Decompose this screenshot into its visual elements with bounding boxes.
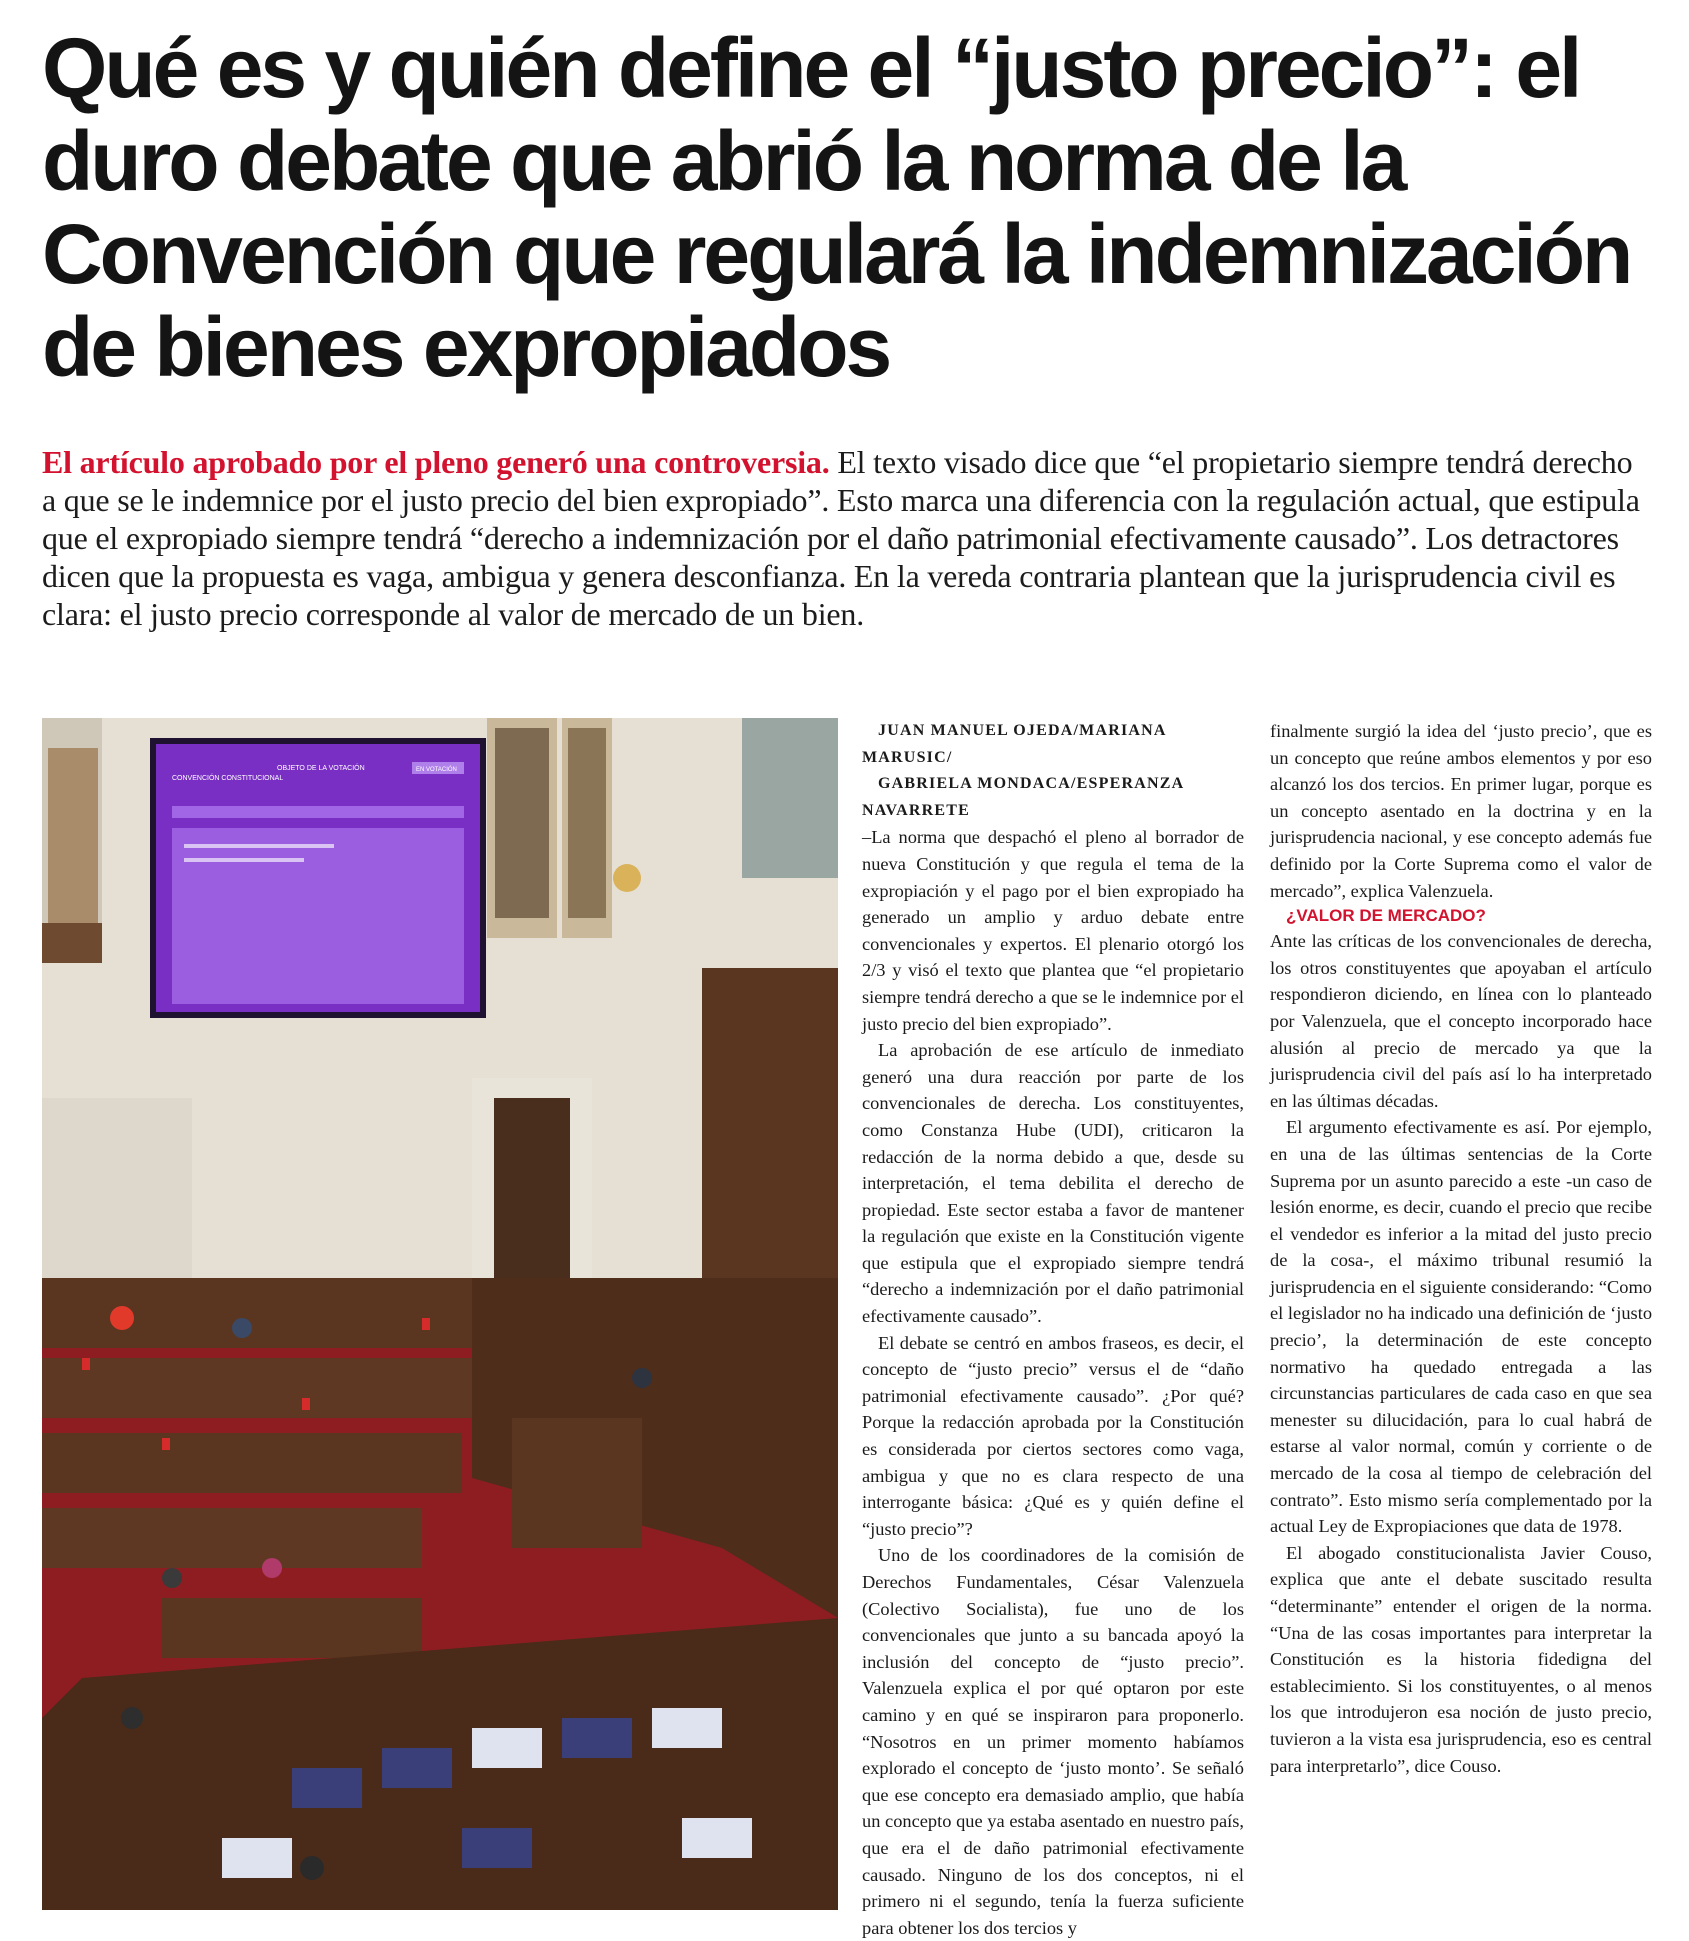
lead-text: El texto visado dice que “el propietario siempre tendrá derecho a que se le indemnice por el justo precio del bien expropiado”. Esto marca una diferencia con la regulación actual, que estipula que el expropiado siempre tendrá “derecho a indemnización por el daño patrimonial efectivamente causado”. Los detractores dicen que la propuesta es vaga, ambigua y genera desconfianza. En la vereda contraria plantean que la jurisprudencia civil es clara: el justo precio corresponde al valor de mercado de un bien. xyxy=(42,444,1640,632)
body-paragraph: Ante las críticas de los convencionales de derecha, los otros constituyentes que apoyaban el artículo respondieron diciendo, en línea con lo planteado por Valenzuela, que el concepto incorporado hace alusión al precio de mercado ya que la jurisprudencia civil del país así lo ha interpretado en las últimas décadas. xyxy=(1270,931,1652,1111)
body-paragraph: –La norma que despachó el pleno al borrador de nueva Constitución y que regula el tema de la expropiación y el pago por el bien expropiado ha generado un amplio y arduo debate entre convencionales y expertos. El plenario otorgó los 2/3 y visó el texto que plantea que “el propietario siempre tendrá derecho a que se le indemnice por el justo precio del bien expropiado”. xyxy=(862,827,1244,1034)
person xyxy=(121,1707,143,1729)
headline: Qué es y quién define el “justo precio”: el duro debate que abrió la norma de la Convención que regulará la indemnización de bienes expropiados xyxy=(42,21,1631,394)
chile-flag xyxy=(422,1318,430,1330)
lead-kicker: El artículo aprobado por el pleno generó una controversia. xyxy=(42,444,830,480)
desk-row-2 xyxy=(42,1358,512,1418)
screen-title-bar xyxy=(172,806,464,818)
screen-content-panel xyxy=(172,828,464,1004)
painting-right xyxy=(742,718,838,878)
screen-text-line xyxy=(184,858,304,862)
desk-row-3 xyxy=(42,1433,462,1493)
laptop-screen xyxy=(562,1718,632,1758)
person xyxy=(632,1368,652,1388)
body-paragraph: El debate se centró en ambos fraseos, es decir, el concepto de “justo precio” versus el de “daño patrimonial efectivamente causado”. ¿Por qué? Porque la redacción aprobada por la Constitución es considerada por ciertos sectores como vaga, ambigua y que no es clara respecto de una interrogante básica: ¿Qué es y quién define el “justo precio”? xyxy=(862,1332,1244,1539)
person xyxy=(300,1856,324,1880)
laptop-screen xyxy=(682,1818,752,1858)
chile-flag xyxy=(82,1358,90,1370)
desk-row-4 xyxy=(42,1508,422,1568)
convention-hall-illustration xyxy=(42,718,838,1910)
podium xyxy=(512,1418,642,1548)
wall-lamp xyxy=(613,864,641,892)
screen-org-label: CONVENCIÓN CONSTITUCIONAL xyxy=(172,775,284,782)
body-paragraph: Uno de los coordinadores de la comisión de Derechos Fundamentales, César Valenzuela (Colectivo Socialista), fue uno de los convencionales que junto a su bancada apoyó la inclusión del concepto de “justo precio”. Valenzuela explica el por qué optaron por este camino y en qué se inspiraron para proponerlo. “Nosotros en un primer momento habíamos explorado el concepto de ‘justo monto’. Se señaló que ese concepto era demasiado amplio, que había un concepto que ya estaba asentado en nuestro país, que era el de daño patrimonial efectivamente causado. Ninguno de los dos conceptos, ni el primero ni el segundo, tenía la fuerza suficiente para obtener los dos tercios y xyxy=(862,1545,1244,1938)
screen-heading: OBJETO DE LA VOTACIÓN xyxy=(277,765,365,772)
article-column-1 xyxy=(862,718,1244,1941)
mural-art-1 xyxy=(495,728,549,918)
laptop-screen xyxy=(462,1828,532,1868)
body-paragraph: La aprobación de ese artículo de inmediato generó una dura reacción por parte de los convencionales de derecha. Los constituyentes, como Constanza Hube (UDI), criticaron la redacción de la norma debido a que, desde su interpretación, el tema debilita el derecho de propiedad. Este sector estaba a favor de mantener la regulación que existe en la Constitución vigente que estipula que el expropiado siempre tendrá “derecho a indemnización por el daño patrimonial efectivamente causado”. xyxy=(862,1040,1244,1327)
article-column-2 xyxy=(1270,718,1652,1779)
byline-line-2: GABRIELA MONDACA/ESPERANZA NAVARRETE xyxy=(862,775,1184,819)
mural-art-2 xyxy=(568,728,606,918)
screen-badge: EN VOTACIÓN xyxy=(416,767,457,773)
lead-paragraph xyxy=(42,443,1652,633)
person xyxy=(110,1306,134,1330)
balcony-rail xyxy=(42,923,102,963)
balcony-window xyxy=(48,748,98,928)
chile-flag xyxy=(302,1398,310,1410)
laptop-screen xyxy=(382,1748,452,1788)
convention-hall-photo xyxy=(42,718,838,1910)
body-paragraph: El argumento efectivamente es así. Por ejemplo, en una de las últimas sentencias de la Corte Suprema por un asunto parecido a este -un caso de lesión enorme, es decir, cuando el precio que recibe el vendedor es inferior a la mitad del justo precio de la cosa-, el máximo tribunal resumió la jurisprudencia en el siguiente considerando: “Como el legislador no ha indicado una definición de ‘justo precio’, la determinación de este concepto normativo ha quedado entregada a las circunstancias particulares de cada caso en que sea menester su dilucidación, para lo cual habrá de estarse al valor normal, común y corriente o de mercado de la cosa al tiempo de celebración del contrato”. Esto mismo sería complementado por la actual Ley de Expropiaciones que data de 1978. xyxy=(1270,1117,1653,1537)
body-paragraph: El abogado constitucionalista Javier Couso, explica que ante el debate suscitado resulta “determinante” entender el origen de la norma. “Una de las cosas importantes para interpretar la Constitución es la historia fidedigna del establecimiento. Si los constituyentes, o al menos los que introdujeron esa noción de justo precio, tuvieron a la vista esa jurisprudencia, eso es central para interpretarlo”, dice Couso. xyxy=(1270,1542,1652,1776)
laptop-screen xyxy=(472,1728,542,1768)
section-subhead: ¿VALOR DE MERCADO? xyxy=(1286,906,1486,926)
laptop-screen xyxy=(652,1708,722,1748)
person xyxy=(262,1558,282,1578)
person xyxy=(162,1568,182,1588)
byline-line-1: JUAN MANUEL OJEDA/MARIANA MARUSIC/ xyxy=(862,722,1166,766)
screen-text-line xyxy=(184,844,334,848)
body-paragraph: finalmente surgió la idea del ‘justo precio’, que es un concepto que reúne ambos elementos y por eso alcanzó los dos tercios. En primer lugar, porque es un concepto asentado en la doctrina y en la jurisprudencia nacional, y ese concepto además fue definido por la Corte Suprema como el valor de mercado”, explica Valenzuela. xyxy=(1270,721,1652,901)
desk-row-5 xyxy=(162,1598,422,1658)
person xyxy=(232,1318,252,1338)
laptop-screen xyxy=(292,1768,362,1808)
laptop-screen xyxy=(222,1838,292,1878)
chile-flag xyxy=(162,1438,170,1450)
